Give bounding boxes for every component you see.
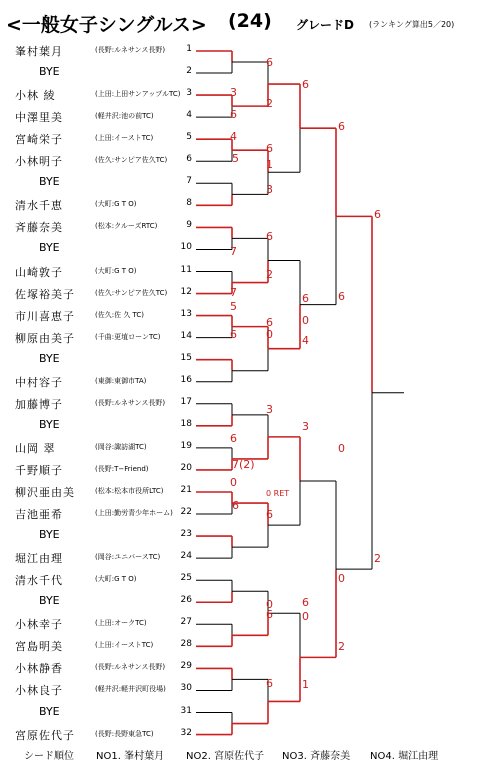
score-label: 6 [374, 208, 381, 221]
player-club: (佐久:サンピア佐久TC) [95, 156, 168, 165]
player-club: (大町:G T O) [95, 575, 137, 584]
draw-number: 18 [180, 418, 192, 429]
seed-3: NO3. 斉藤奈美 [282, 751, 351, 762]
draw-number: 16 [180, 374, 192, 385]
player-name: 加藤博子 [15, 397, 63, 411]
seed-label: シード順位 [24, 751, 74, 762]
player-club: (上田:勤労青少年ホーム) [95, 509, 173, 518]
draw-number: 26 [180, 595, 192, 606]
player-name: 中澤里美 [15, 111, 63, 125]
score-label: 6 [232, 499, 239, 512]
score-label: 0 [302, 610, 309, 623]
draw-number: 8 [186, 198, 192, 209]
score-label: 6 [266, 316, 273, 329]
score-label: 6 [338, 290, 345, 303]
player-name: 宮島明美 [15, 640, 63, 654]
player-club: (千曲:更埴ローンTC) [95, 332, 161, 341]
player-name: 中村容子 [15, 375, 63, 389]
player-name: 清水千代 [15, 574, 63, 588]
draw-number: 5 [186, 132, 192, 143]
player-club: (東御:東御市TA) [95, 376, 147, 385]
score-label: 4 [230, 130, 237, 143]
score-label: 6 [266, 230, 273, 243]
draw-number: 14 [180, 330, 192, 341]
score-label: 4 [302, 334, 309, 347]
seed-4: NO4. 堀江由理 [370, 751, 439, 762]
player-name: 小林良子 [15, 684, 63, 698]
player-club: (大町:G T O) [95, 266, 137, 275]
draw-number: 15 [180, 352, 192, 363]
draw-number: 31 [180, 705, 192, 716]
player-name: 小林幸子 [15, 618, 63, 632]
seed-1: NO1. 峯村葉月 [96, 751, 165, 762]
score-label: 6 [230, 108, 237, 121]
draw-number: 25 [180, 573, 192, 584]
draw-number: 6 [186, 154, 192, 165]
player-name: 吉池亜希 [15, 508, 63, 522]
score-label: 3 [266, 183, 273, 196]
draw-number: 13 [180, 308, 192, 319]
draw-number: 32 [180, 727, 192, 738]
draw-number: 28 [180, 639, 192, 650]
player-club: (上田:イーストTC) [95, 134, 154, 143]
player-club: (長野:ルネサンス長野) [95, 663, 166, 672]
player-club: (軽井沢:池の前TC) [95, 112, 154, 121]
draw-number: 4 [186, 110, 192, 121]
draw-number: 30 [180, 683, 192, 694]
score-label: 3 [266, 403, 273, 416]
score-label: 7(2) [232, 458, 255, 471]
player-club: (長野:T−Friend) [95, 464, 149, 473]
score-label: 1 [266, 158, 273, 171]
draw-number: 3 [186, 88, 192, 99]
page-title: <一般女子シングルス> [6, 14, 207, 36]
player-name: 宮崎栄子 [15, 133, 63, 147]
player-club: (岡谷:ユニバースTC) [95, 553, 161, 562]
score-label: 6 [230, 328, 237, 341]
draw-number: 23 [180, 529, 192, 540]
player-name: BYE [39, 351, 60, 365]
score-label: 2 [266, 268, 273, 281]
player-name: 千野順子 [15, 463, 63, 477]
player-name: 小林明子 [15, 155, 63, 169]
score-label: 1 [302, 678, 309, 691]
player-name: 山崎敦子 [15, 265, 63, 279]
ranking-note: (ランキング算出5／20) [369, 20, 455, 29]
player-club: (上田:イーストTC) [95, 641, 154, 650]
score-label: 0 [266, 328, 273, 341]
player-club: (長野:ルネサンス長野) [95, 46, 166, 54]
score-label: 6 [302, 78, 309, 91]
player-club: (長野:長野東急TC) [95, 729, 154, 738]
draw-number: 21 [180, 485, 192, 495]
player-club: (大町:G T O) [95, 200, 137, 209]
draw-number: 22 [180, 507, 192, 518]
player-club: (佐久:サンピア佐久TC) [95, 288, 168, 297]
player-name: BYE [39, 65, 60, 79]
player-name: 斉藤奈美 [15, 221, 63, 235]
player-name: BYE [39, 704, 60, 718]
draw-number: 1 [186, 44, 192, 54]
player-club: (軽井沢:軽井沢町役場) [95, 685, 166, 694]
draw-number: 11 [180, 264, 192, 275]
draw-number: 2 [186, 66, 192, 77]
player-name: 小林 綾 [15, 89, 56, 103]
score-label: 0 [266, 598, 273, 611]
score-label: 6 [338, 120, 345, 133]
score-label: 6 [266, 508, 273, 521]
score-label: 5 [232, 152, 239, 165]
player-club: (長野:ルネサンス長野) [95, 398, 166, 407]
draw-number: 24 [180, 551, 192, 562]
score-label: 7 [230, 286, 237, 299]
seed-2: NO2. 宮原佐代子 [186, 751, 265, 762]
score-label: 6 [230, 432, 237, 445]
score-label: 6 [302, 292, 309, 305]
score-label: 6 [266, 56, 273, 69]
player-club: (松本:松本市役所LTC) [95, 487, 164, 495]
player-name: 小林静香 [15, 662, 63, 676]
score-label: 0 [230, 476, 237, 489]
player-name: 宮原佐代子 [15, 728, 75, 742]
player-name: BYE [39, 417, 60, 431]
draw-number: 17 [180, 396, 192, 407]
score-label: 5 [230, 300, 237, 313]
player-club: (上田:上田サンアップルTC) [95, 90, 181, 99]
grade-label: グレードD [296, 18, 354, 32]
draw-number: 19 [180, 440, 192, 451]
draw-number: 29 [180, 661, 192, 672]
score-label: 7 [230, 245, 237, 258]
player-name: 佐塚裕美子 [15, 287, 75, 301]
draw-number: 20 [180, 462, 192, 473]
player-club: (上田:オークTC) [95, 619, 147, 628]
player-name: 堀江由理 [15, 552, 63, 566]
score-label: 2 [266, 97, 273, 110]
player-name: 峯村葉月 [15, 45, 63, 58]
score-label: 0 RET [266, 489, 290, 498]
score-label: 0 [338, 442, 345, 455]
score-label: 6 [302, 596, 309, 609]
player-name: BYE [39, 175, 60, 189]
score-label: 0 [338, 572, 345, 585]
score-label: 6 [266, 142, 273, 155]
player-name: 柳原由美子 [15, 331, 75, 345]
score-label: 3 [302, 420, 309, 433]
player-name: 市川喜恵子 [15, 309, 75, 323]
player-name: BYE [39, 241, 60, 255]
player-club: (佐久:佐 久 TC) [95, 310, 145, 319]
draw-number: 9 [186, 220, 192, 231]
draw-number: 10 [180, 242, 192, 253]
player-name: 柳沢亜由美 [15, 486, 75, 499]
player-name: BYE [39, 528, 60, 542]
draw-number: 27 [180, 617, 192, 628]
player-name: 山岡 翠 [15, 441, 56, 455]
player-name: BYE [39, 594, 60, 608]
score-label: 3 [230, 86, 237, 99]
score-label: 6 [266, 677, 273, 690]
draw-size: (24) [228, 10, 272, 32]
score-label: 2 [374, 552, 381, 565]
score-label: 6 [266, 608, 273, 621]
score-label: 0 [302, 314, 309, 327]
player-club: (岡谷:諏訪湖TC) [95, 442, 147, 451]
draw-number: 12 [180, 286, 192, 297]
player-club: (松本:クルーズRTC) [95, 222, 158, 231]
score-label: 2 [338, 640, 345, 653]
player-name: 清水千恵 [15, 199, 63, 213]
draw-number: 7 [186, 176, 192, 187]
